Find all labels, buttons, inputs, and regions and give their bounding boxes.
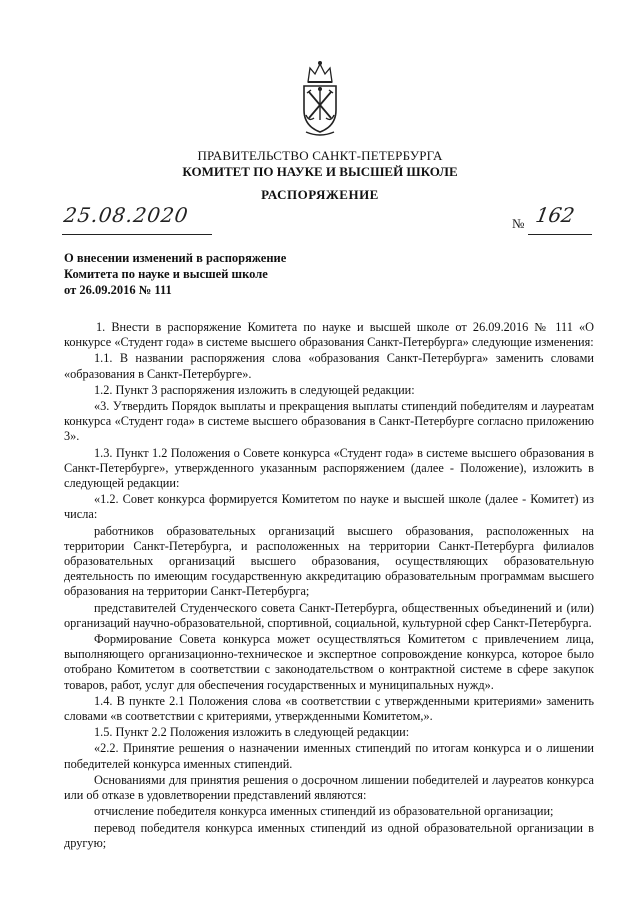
- document-date: 25.08.2020: [62, 203, 191, 227]
- body-paragraph: представителей Студенческого совета Санкт-Петербурга, общественных объединений и (или) организаций научно-образовательной, спортивной, социальной, культурной сфер Санкт-Петербурга.: [64, 600, 594, 630]
- document-number: 162: [533, 203, 577, 227]
- body-paragraph: 1.4. В пункте 2.1 Положения слова «в соответствии с утвержденными критериями» заменить словами «в соответствии с критериями, утвержденными Комитетом,».: [64, 693, 594, 724]
- body-paragraph: работников образовательных организаций высшего образования, расположенных на территории Санкт-Петербурга, и расположенных на территории Санкт-Петербурга филиалов образовательных организаций высшего образования, осуществляющих образовательную деятельность по имеющим государственную аккредитацию образовательным программам высшего образования на территории Санкт-Петербурга;: [64, 523, 594, 599]
- committee-title: КОМИТЕТ ПО НАУКЕ И ВЫСШЕЙ ШКОЛЕ: [182, 164, 458, 179]
- body-paragraph: 1.2. Пункт 3 распоряжения изложить в следующей редакции:: [94, 382, 415, 397]
- body-paragraph: Формирование Совета конкурса может осуществляться Комитетом с привлечением лица, выполняющего организационно-техническое и экспертное сопровождение конкурса, которое было отобрано Комитетом в соответствии с законодательством о контрактной системе в сфере закупок товаров, работ, услуг для обеспечения государственных и муниципальных нужд».: [64, 632, 594, 692]
- subject-line: Комитета по науке и высшей школе: [64, 267, 268, 281]
- body-paragraph: «1.2. Совет конкурса формируется Комитетом по науке и высшей школе (далее - Комитет) из числа:: [64, 492, 594, 522]
- body-paragraph: 1. Внести в распоряжение Комитета по науке и высшей школе от 26.09.2016 № 111 «О конкурсе «Студент года» в системе высшего образования Санкт-Петербурга» следующие изменения:: [64, 320, 594, 350]
- number-label: №: [512, 216, 525, 231]
- body-paragraph: «2.2. Принятие решения о назначении именных стипендий по итогам конкурса и о лишении победителей конкурса именных стипендий.: [64, 741, 594, 771]
- st-petersburg-coat-of-arms-icon: [296, 60, 344, 138]
- document-body: [64, 320, 594, 852]
- government-title: ПРАВИТЕЛЬСТВО САНКТ-ПЕТЕРБУРГА: [197, 148, 443, 163]
- subject-line: О внесении изменений в распоряжение: [64, 251, 287, 265]
- document-type: РАСПОРЯЖЕНИЕ: [261, 187, 379, 202]
- subject-line: от 26.09.2016 № 111: [64, 283, 172, 297]
- body-paragraph: 1.3. Пункт 1.2 Положения о Совете конкурса «Студент года» в системе высшего образования в Санкт-Петербурге», утвержденного указанным распоряжением (далее - Положение), изложить в следующей редакции:: [64, 445, 594, 491]
- document-subject: [64, 250, 394, 298]
- body-paragraph: отчисление победителя конкурса именных стипендий из образовательной организации;: [94, 804, 554, 819]
- body-paragraph: 1.1. В названии распоряжения слова «образования Санкт-Петербурга» заменить словами «образования в Санкт-Петербурге».: [64, 351, 594, 381]
- body-paragraph: 1.5. Пункт 2.2 Положения изложить в следующей редакции:: [94, 725, 410, 740]
- body-paragraph: Основаниями для принятия решения о досрочном лишении победителей и лауреатов конкурса или об отказе в удовлетворении представлений являются:: [64, 772, 594, 803]
- body-paragraph: перевод победителя конкурса именных стипендий из одной образовательной организации в другую;: [64, 820, 594, 850]
- body-paragraph: «3. Утвердить Порядок выплаты и прекращения выплаты стипендий победителям и лауреатам конкурса «Студент года» в системе высшего образования в Санкт-Петербурге согласно приложению 3».: [64, 399, 594, 444]
